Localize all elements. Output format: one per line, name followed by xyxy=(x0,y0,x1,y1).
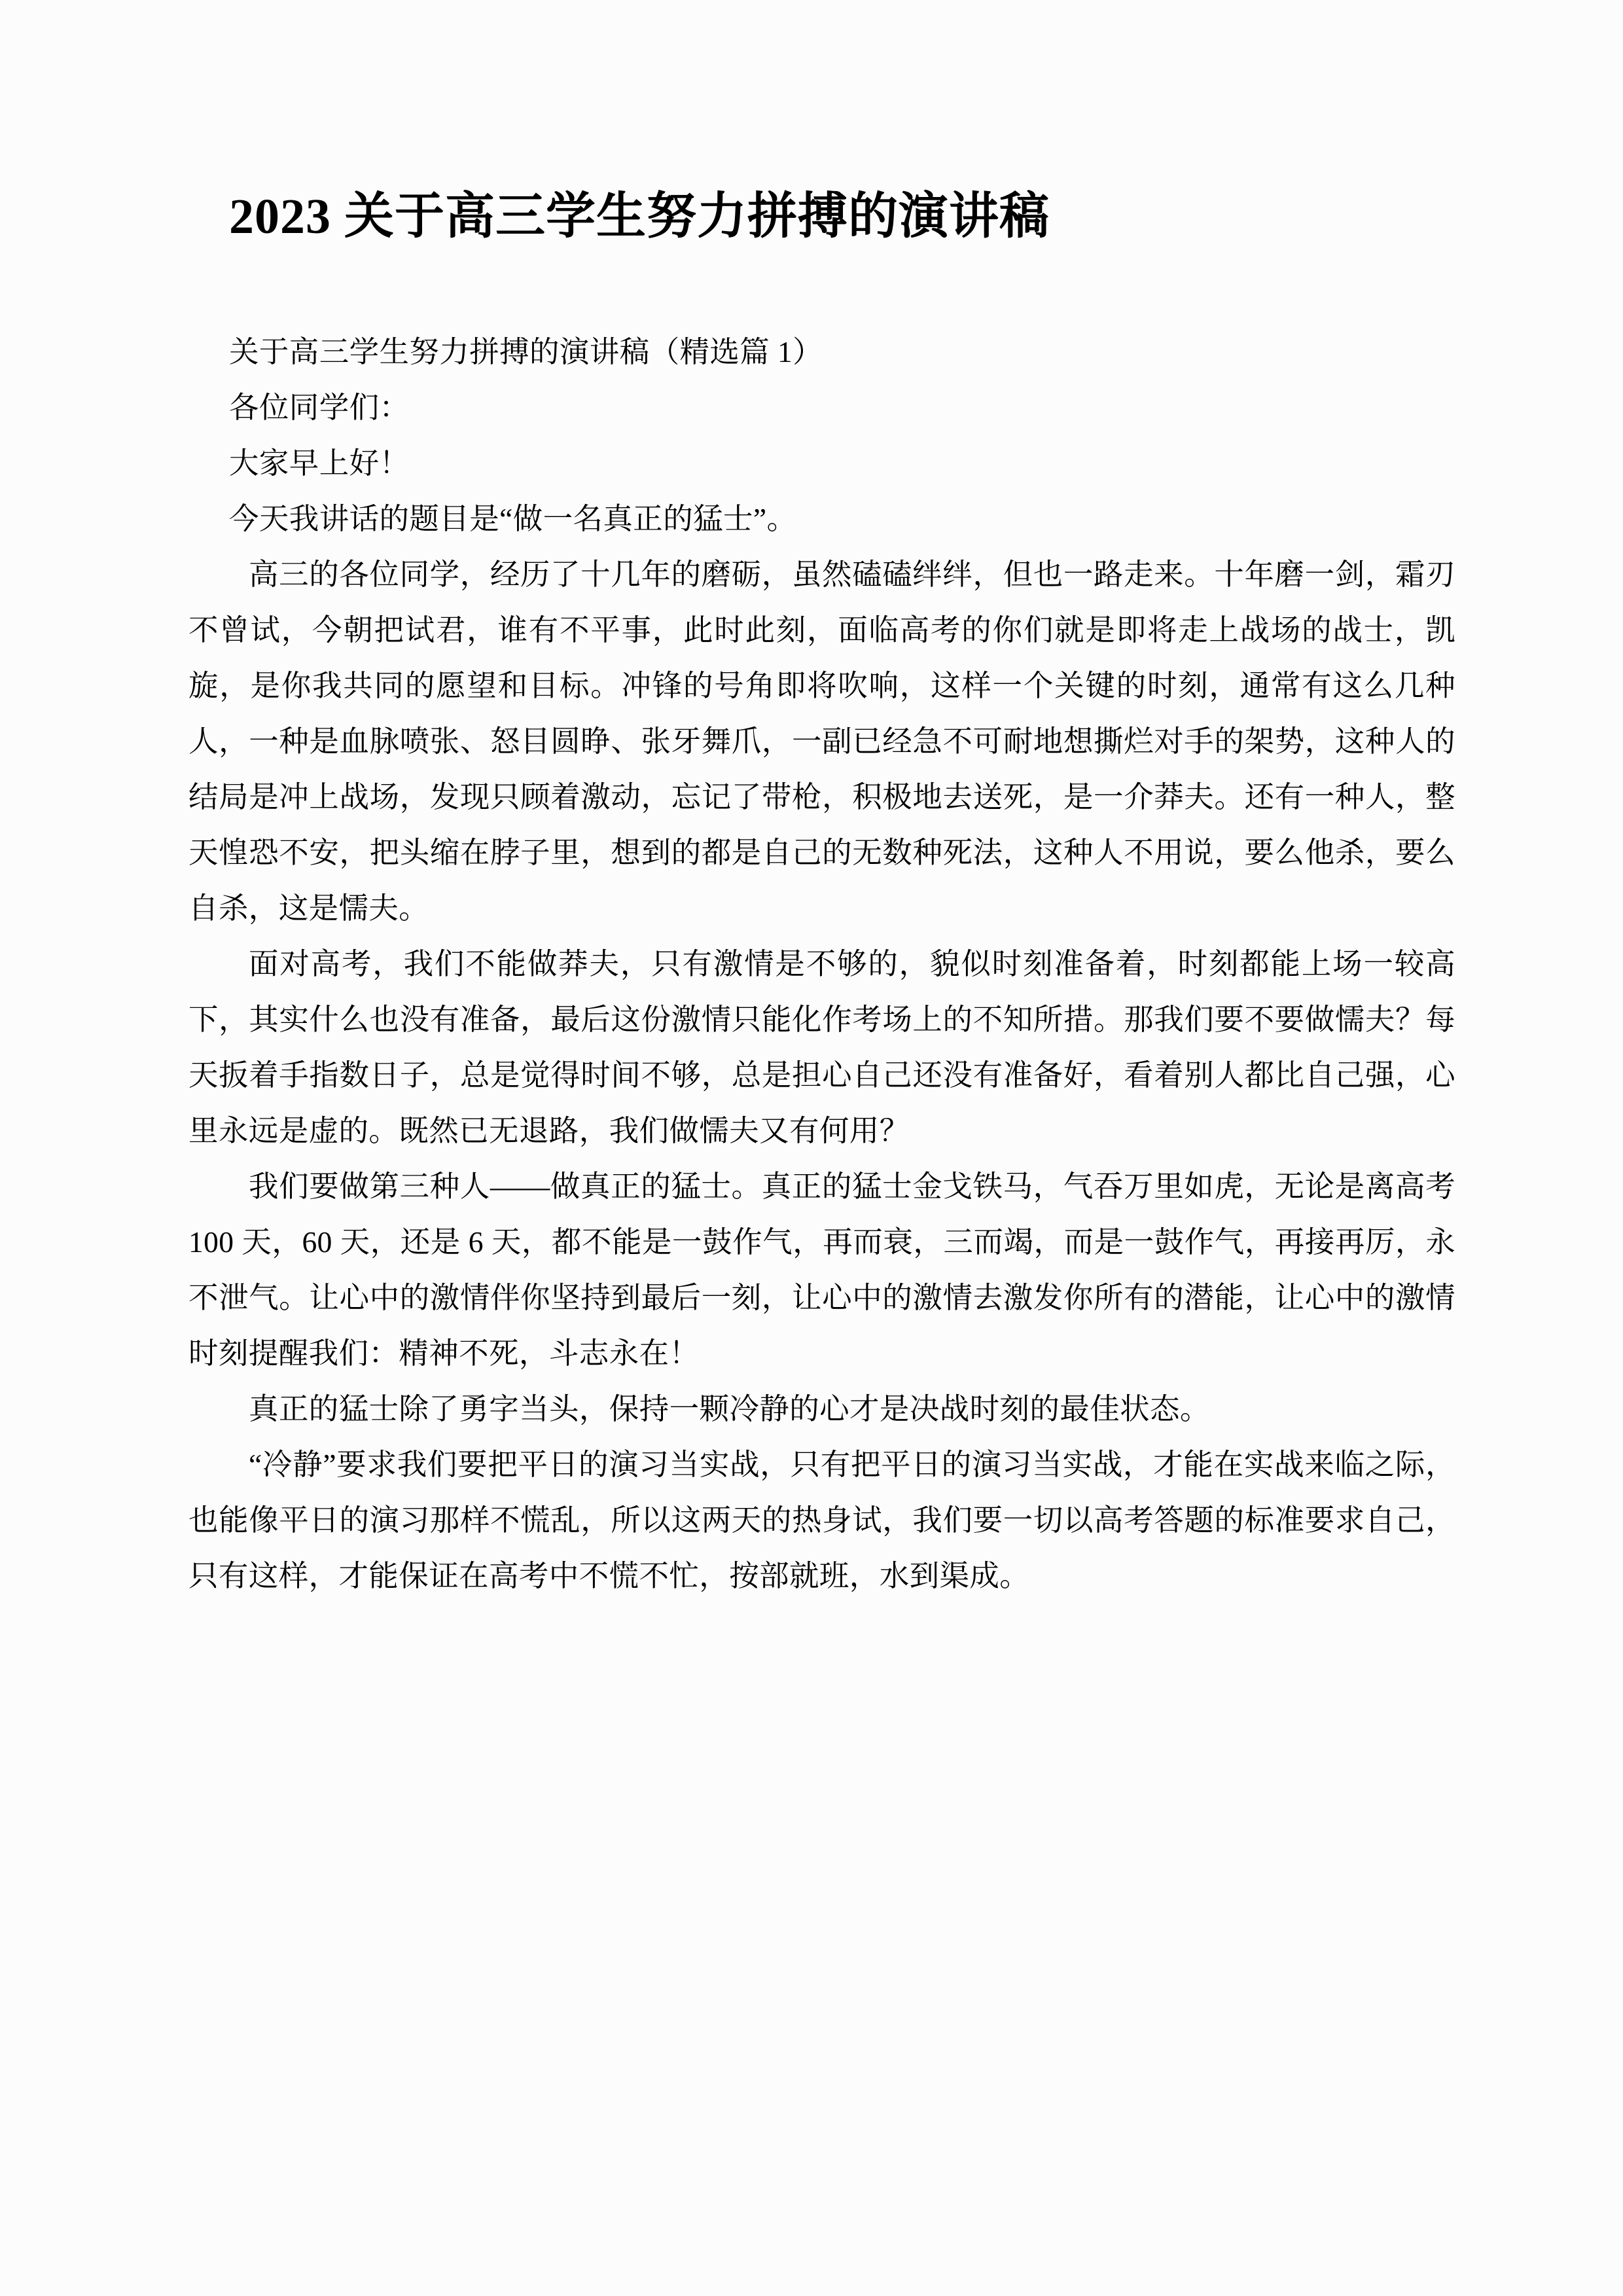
topic-line: 今天我讲话的题目是“做一名真正的猛士”。 xyxy=(229,502,797,536)
subheading-line: 关于高三学生努力拼搏的演讲稿（精选篇 1） xyxy=(229,335,823,369)
salutation-line: 各位同学们： xyxy=(229,391,410,425)
body-paragraph: “冷静”要求我们要把平日的演习当实战，只有把平日的演习当实战，才能在实战来临之际，也能像平日的演习那样不慌乱，所以这两天的热身试，我们要一切以高考答题的标准要求自己，只有这样，才能保证在高考中不慌不忙，按部就班，水到渠成。 xyxy=(188,1448,1455,1593)
body-paragraph: 面对高考，我们不能做莽夫，只有激情是不够的，貌似时刻准备着，时刻都能上场一较高下，其实什么也没有准备，最后这份激情只能化作考场上的不知所措。那我们要不要做懦夫？每天扳着手指数日子，总是觉得时间不够，总是担心自己还没有准备好，看着别人都比自己强，心里永远是虚的。既然已无退路，我们做懦夫又有何用？ xyxy=(188,947,1455,1148)
page-content-area xyxy=(188,0,1455,1604)
body-paragraph: 高三的各位同学，经历了十几年的磨砺，虽然磕磕绊绊，但也一路走来。十年磨一剑，霜刃不曾试，今朝把试君，谁有不平事，此时此刻，面临高考的你们就是即将走上战场的战士，凯旋，是你我共同的愿望和目标。冲锋的号角即将吹响，这样一个关键的时刻，通常有这么几种人，一种是血脉喷张、怒目圆睁、张牙舞爪，一副已经急不可耐地想撕烂对手的架势，这种人的结局是冲上战场，发现只顾着激动，忘记了带枪，积极地去送死，是一介莽夫。还有一种人，整天惶恐不安，把头缩在脖子里，想到的都是自己的无数种死法，这种人不用说，要么他杀，要么自杀，这是懦夫。 xyxy=(188,558,1455,925)
page-title: 2023 关于高三学生努力拼搏的演讲稿 xyxy=(229,189,1050,244)
body-paragraph: 我们要做第三种人——做真正的猛士。真正的猛士金戈铁马，气吞万里如虎，无论是离高考 100 天，60 天，还是 6 天，都不能是一鼓作气，再而衰，三而竭，而是一鼓作气，再接再厉，永不泄气。让心中的激情伴你坚持到最后一刻，让心中的激情去激发你所有的潜能，让心中的激情时刻提醒我们：精神不死，斗志永在！ xyxy=(188,1170,1455,1371)
greeting-line: 大家早上好！ xyxy=(229,446,410,480)
body-paragraph: 真正的猛士除了勇字当头，保持一颗冷静的心才是决战时刻的最佳状态。 xyxy=(249,1392,1210,1426)
document-body xyxy=(188,324,1455,1604)
